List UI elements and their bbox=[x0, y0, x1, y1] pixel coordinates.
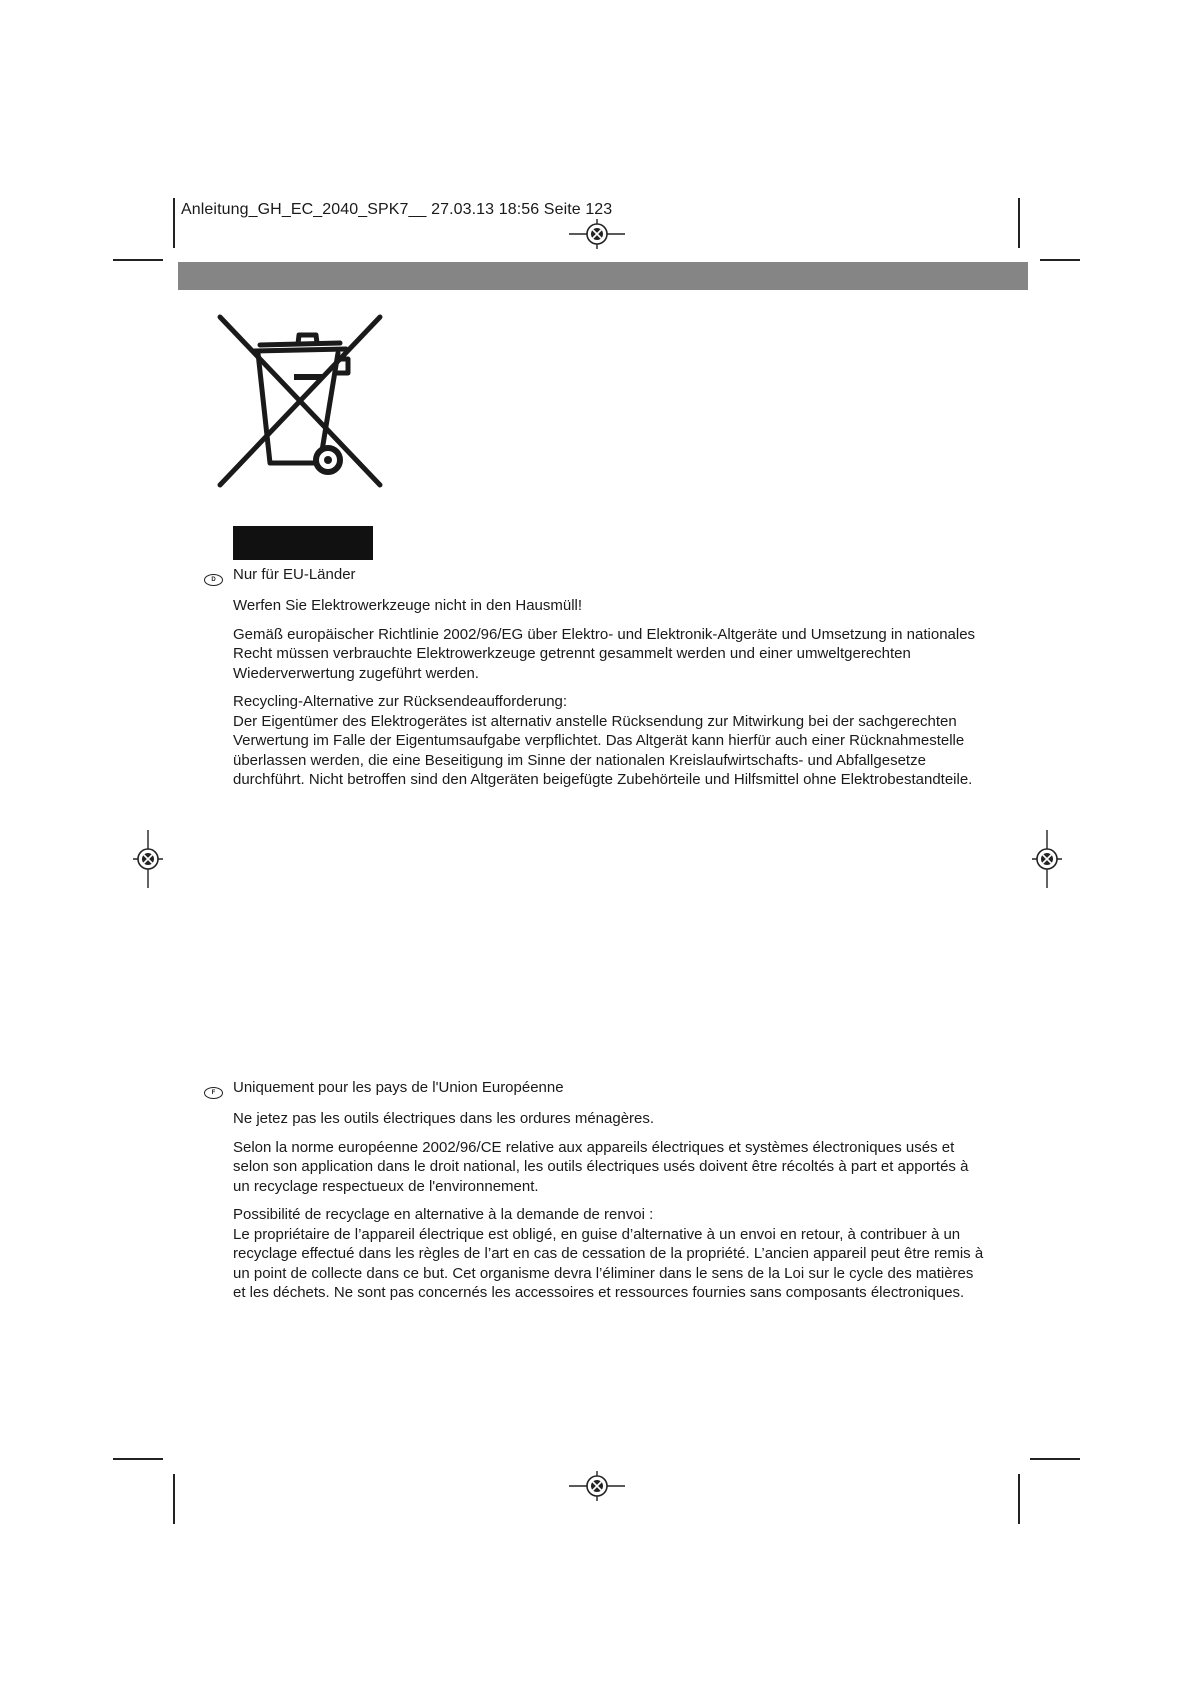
crop-mark bbox=[173, 198, 175, 248]
registration-mark-icon bbox=[1032, 830, 1062, 888]
crop-mark bbox=[1018, 198, 1020, 248]
french-recycling-text: Le propriétaire de l’appareil électrique est obligé, en guise d’alternative à un envoi en retour, à contribuer à un recyclage effectué dans les règles de l’art en cas de cessation de la propriété. L’ancien appareil peut être remis à un point de collecte dans ce but. Cet organisme devra l’éliminer dans le sens de la Loi sur le cycle des matières et les déchets. Ne sont pas concernés les accessoires et ressources fournies sans composants électroniques. bbox=[233, 1225, 984, 1301]
french-paragraph: Ne jetez pas les outils électriques dans les ordures ménagères. bbox=[233, 1110, 655, 1127]
crop-mark bbox=[113, 259, 163, 261]
registration-mark-icon bbox=[133, 830, 163, 888]
french-heading: Uniquement pour les pays de l'Union Européenne bbox=[233, 1079, 564, 1096]
french-paragraph: Selon la norme européenne 2002/96/CE relative aux appareils électriques et systèmes électroniques usés et selon son application dans le droit national, les outils électriques usés doivent être récoltés à part et apportés à un recyclage respectueux de l'environnement. bbox=[233, 1138, 969, 1195]
german-recycling-title: Recycling-Alternative zur Rücksendeaufforderung: bbox=[233, 693, 568, 710]
german-section bbox=[233, 596, 988, 799]
language-badge-fr: F bbox=[204, 1087, 223, 1099]
crop-mark bbox=[1040, 259, 1080, 261]
german-paragraph: Werfen Sie Elektrowerkzeuge nicht in den Hausmüll! bbox=[233, 597, 583, 614]
french-section bbox=[233, 1109, 988, 1312]
black-bar bbox=[233, 526, 373, 560]
german-paragraph: Gemäß europäischer Richtlinie 2002/96/EG über Elektro- und Elektronik-Altgeräte und Umsetzung in nationales Recht müssen verbrauchte Elektrowerkzeuge getrennt gesammelt werden und einer umweltgerechten Wiederverwertung zugeführt werden. bbox=[233, 625, 976, 682]
german-heading: Nur für EU-Länder bbox=[233, 566, 356, 583]
french-recycling-title: Possibilité de recyclage en alternative à la demande de renvoi : bbox=[233, 1206, 654, 1223]
crop-mark bbox=[113, 1458, 163, 1460]
language-badge-de: D bbox=[204, 574, 223, 586]
crop-mark bbox=[173, 1474, 175, 1524]
print-slug: Anleitung_GH_EC_2040_SPK7__ 27.03.13 18:56 Seite 123 bbox=[181, 201, 613, 218]
registration-mark-icon bbox=[569, 219, 625, 249]
german-recycling-text: Der Eigentümer des Elektrogerätes ist alternativ anstelle Rücksendung zur Mitwirkung bei der sachgerechten Verwertung im Falle der Eigentumsaufgabe verpflichtet. Das Altgerät kann hierfür auch einer Rücknahmestelle überlassen werden, die eine Beseitigung im Sinne der nationalen Kreislaufwirtschafts- und Abfallgesetze durchführt. Nicht betroffen sind den Altgeräten beigefügte Zubehörteile und Hilfsmittel ohne Elektrobestandteile. bbox=[233, 712, 973, 788]
crop-mark bbox=[1030, 1458, 1080, 1460]
header-band bbox=[178, 262, 1028, 290]
crop-mark bbox=[1018, 1474, 1020, 1524]
registration-mark-icon bbox=[569, 1471, 625, 1501]
crossed-out-wheelie-bin-icon bbox=[216, 313, 384, 489]
